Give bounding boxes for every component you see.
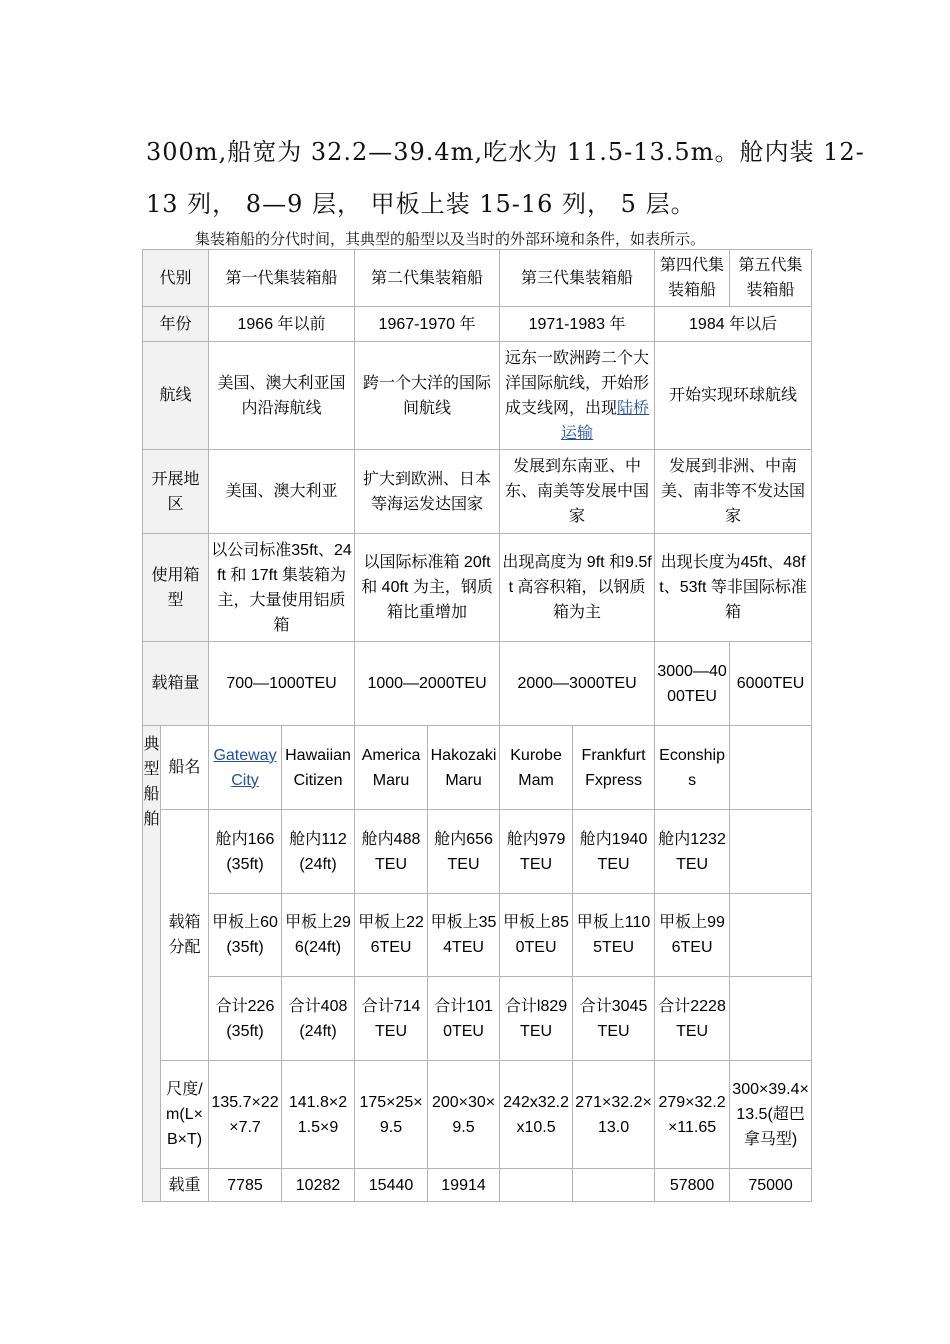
boxtype-gen1-cell: 以公司标准35ft、24ft 和 17ft 集装箱为主，大量使用铝质箱	[209, 534, 355, 642]
header-gen5-cell: 第五代集装箱船	[730, 250, 812, 307]
boxtype-gen3-cell: 出现高度为 9ft 和9.5ft 高容积箱，以钢质箱为主	[500, 534, 655, 642]
dimension-cell: 141.8×21.5×9	[282, 1061, 355, 1169]
dimension-cell: 135.7×22×7.7	[209, 1061, 282, 1169]
dimension-cell: 271×32.2×13.0	[573, 1061, 655, 1169]
route-gen3-text: 远东一欧洲跨二个大洋国际航线，开始形成支线网，出现	[505, 349, 650, 417]
capacity-gen2-cell: 1000—2000TEU	[355, 642, 500, 726]
deadweight-cell: 7785	[209, 1169, 282, 1202]
hold-cell: 舱内488TEU	[355, 810, 428, 894]
deadweight-cell	[500, 1169, 573, 1202]
region-gen45-cell: 发展到非洲、中南美、南非等不发达国家	[655, 450, 812, 534]
deck-cell: 甲板上354TEU	[428, 894, 500, 977]
year-gen3-cell: 1971-1983 年	[500, 307, 655, 342]
boxtype-gen45-cell: 出现长度为45ft、48ft、53ft 等非国际标准箱	[655, 534, 812, 642]
deadweight-row	[143, 1169, 812, 1202]
total-cell: 合计408(24ft)	[282, 977, 355, 1061]
header-gen1-cell: 第一代集装箱船	[209, 250, 355, 307]
year-gen45-cell: 1984 年以后	[655, 307, 812, 342]
year-gen2-cell: 1967-1970 年	[355, 307, 500, 342]
hold-capacity-row	[143, 810, 812, 894]
container-ship-generations-table	[142, 249, 812, 1202]
ship-name-cell: Kurobe Mam	[500, 726, 573, 810]
ship-name-cell: Hawaiian Citizen	[282, 726, 355, 810]
deadweight-label-cell: 载重	[161, 1169, 209, 1202]
route-row	[143, 342, 812, 450]
year-row	[143, 307, 812, 342]
route-label-cell: 航线	[143, 342, 209, 450]
deck-cell: 甲板上996TEU	[655, 894, 730, 977]
hold-cell: 舱内1940TEU	[573, 810, 655, 894]
ship-name-cell	[209, 726, 282, 810]
boxtype-gen2-cell: 以国际标准箱 20ft和 40ft 为主，钢质箱比重增加	[355, 534, 500, 642]
dimension-cell: 200×30×9.5	[428, 1061, 500, 1169]
deadweight-cell: 19914	[428, 1169, 500, 1202]
dimensions-row	[143, 1061, 812, 1169]
deadweight-cell	[573, 1169, 655, 1202]
hold-cell	[730, 810, 812, 894]
header-label-cell: 代别	[143, 250, 209, 307]
dimension-cell: 300×39.4×13.5(超巴拿马型)	[730, 1061, 812, 1169]
total-cell: 合计2228TEU	[655, 977, 730, 1061]
total-cell: 合计226(35ft)	[209, 977, 282, 1061]
route-gen45-cell: 开始实现环球航线	[655, 342, 812, 450]
ship-name-row	[143, 726, 812, 810]
total-cell: 合计l829TEU	[500, 977, 573, 1061]
deadweight-cell: 10282	[282, 1169, 355, 1202]
distribution-label-cell: 载箱分配	[161, 810, 209, 1061]
deck-cell	[730, 894, 812, 977]
ship-name-cell	[730, 726, 812, 810]
region-label-cell: 开展地区	[143, 450, 209, 534]
ship-name-cell: Frankfurt Fxpress	[573, 726, 655, 810]
year-gen1-cell: 1966 年以前	[209, 307, 355, 342]
dimension-cell: 242x32.2x10.5	[500, 1061, 573, 1169]
dimension-cell: 175×25×9.5	[355, 1061, 428, 1169]
capacity-row	[143, 642, 812, 726]
route-gen1-cell: 美国、澳大利亚国内沿海航线	[209, 342, 355, 450]
land-bridge-link[interactable]: 陆桥运输	[561, 399, 650, 442]
ship-name-label-cell: 船名	[161, 726, 209, 810]
total-cell: 合计3045TEU	[573, 977, 655, 1061]
dimension-cell: 279×32.2×11.65	[655, 1061, 730, 1169]
year-label-cell: 年份	[143, 307, 209, 342]
header-gen4-cell: 第四代集装箱船	[655, 250, 730, 307]
deck-cell: 甲板上226TEU	[355, 894, 428, 977]
boxtype-row	[143, 534, 812, 642]
deck-cell: 甲板上1105TEU	[573, 894, 655, 977]
body-text-line-2: 13 列， 8—9 层， 甲板上装 15-16 列， 5 层。	[146, 190, 696, 218]
header-row	[143, 250, 812, 307]
capacity-gen1-cell: 700—1000TEU	[209, 642, 355, 726]
region-gen1-cell: 美国、澳大利亚	[209, 450, 355, 534]
gateway-city-link[interactable]: Gateway City	[213, 746, 277, 789]
deck-cell: 甲板上60(35ft)	[209, 894, 282, 977]
capacity-gen4-cell: 3000—4000TEU	[655, 642, 730, 726]
capacity-label-cell: 载箱量	[143, 642, 209, 726]
hold-cell: 舱内1232TEU	[655, 810, 730, 894]
region-gen2-cell: 扩大到欧洲、日本等海运发达国家	[355, 450, 500, 534]
ship-name-cell: Econships	[655, 726, 730, 810]
typical-ships-group-label: 典型船舶	[143, 726, 161, 1202]
hold-cell: 舱内979TEU	[500, 810, 573, 894]
header-gen3-cell: 第三代集装箱船	[500, 250, 655, 307]
total-cell	[730, 977, 812, 1061]
capacity-gen3-cell: 2000—3000TEU	[500, 642, 655, 726]
body-text-line-1: 300m,船宽为 32.2—39.4m,吃水为 11.5-13.5m。舱内装 12-	[146, 138, 865, 166]
deck-capacity-row	[143, 894, 812, 977]
dimensions-label-cell: 尺度/m(L×B×T)	[161, 1061, 209, 1169]
deadweight-cell: 15440	[355, 1169, 428, 1202]
ship-name-cell: America Maru	[355, 726, 428, 810]
total-cell: 合计1010TEU	[428, 977, 500, 1061]
total-capacity-row	[143, 977, 812, 1061]
region-row	[143, 450, 812, 534]
route-gen2-cell: 跨一个大洋的国际间航线	[355, 342, 500, 450]
route-gen3-cell	[500, 342, 655, 450]
region-gen3-cell: 发展到东南亚、中东、南美等发展中国家	[500, 450, 655, 534]
table-caption: 集装箱船的分代时间，其典型的船型以及当时的外部环境和条件，如表所示。	[195, 230, 706, 248]
ship-name-cell: Hakozaki Maru	[428, 726, 500, 810]
deadweight-cell: 75000	[730, 1169, 812, 1202]
hold-cell: 舱内656TEU	[428, 810, 500, 894]
header-gen2-cell: 第二代集装箱船	[355, 250, 500, 307]
deadweight-cell: 57800	[655, 1169, 730, 1202]
hold-cell: 舱内112(24ft)	[282, 810, 355, 894]
capacity-gen5-cell: 6000TEU	[730, 642, 812, 726]
total-cell: 合计714TEU	[355, 977, 428, 1061]
deck-cell: 甲板上850TEU	[500, 894, 573, 977]
hold-cell: 舱内166(35ft)	[209, 810, 282, 894]
deck-cell: 甲板上296(24ft)	[282, 894, 355, 977]
boxtype-label-cell: 使用箱型	[143, 534, 209, 642]
